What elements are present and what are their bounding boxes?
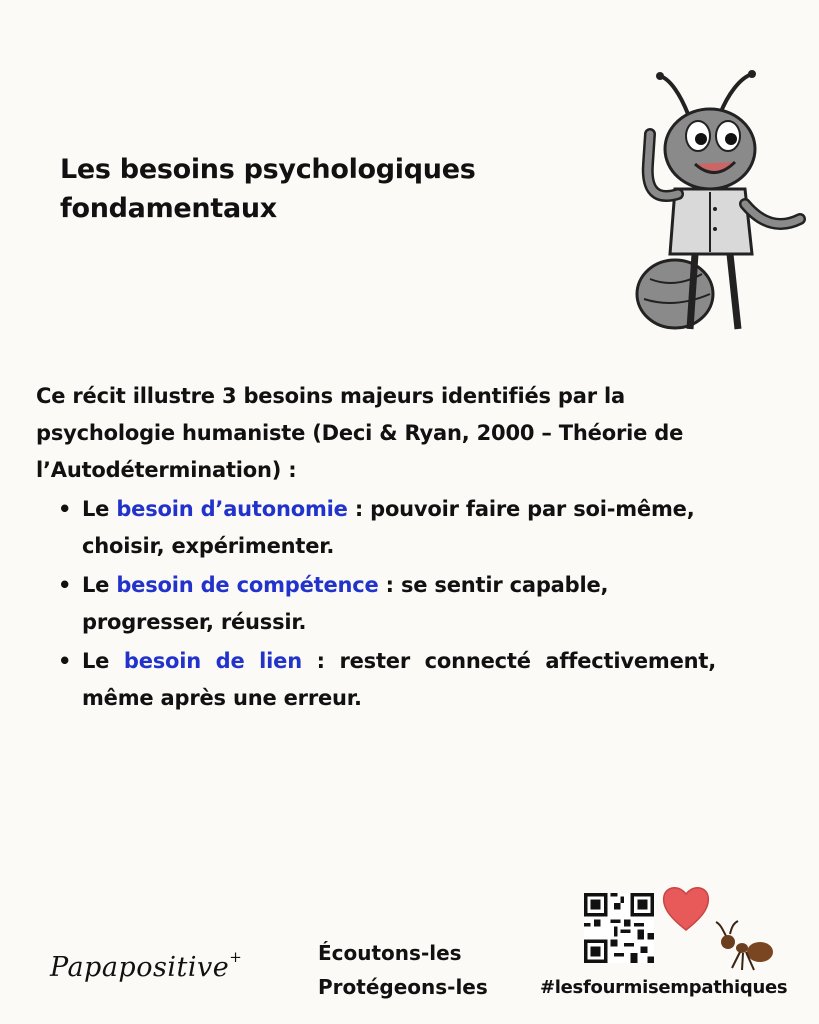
bullet: • [58, 649, 72, 673]
list-item-competence: • Le besoin de compétence : se sentir capable, progresser, réussir. [82, 567, 716, 641]
ant-character-icon [620, 64, 810, 334]
list-item-lien: • Le besoin de lien : rester connecté affectivement, même après une erreur. [82, 643, 716, 717]
brand-logo: Papapositive+ [50, 948, 243, 983]
slogan-line-2: Protégeons-les [318, 975, 488, 999]
slogan [318, 936, 488, 1004]
page-title: Les besoins psychologiques fondamentaux [60, 154, 476, 224]
hashtag: #lesfourmisempathiques [540, 977, 788, 998]
highlight-lien: besoin de lien [123, 649, 302, 673]
ant-icon [712, 918, 776, 974]
bullet: • [58, 573, 72, 597]
slogan-line-1: Écoutons-les [318, 941, 462, 965]
needs-list [36, 491, 716, 717]
heart-icon [660, 884, 712, 932]
bullet: • [58, 497, 72, 521]
qr-code-icon[interactable] [584, 893, 654, 963]
list-item-autonomie: • Le besoin d’autonomie : pouvoir faire par soi-même, choisir, expérimenter. [82, 491, 716, 565]
highlight-autonomie: besoin d’autonomie [116, 497, 348, 521]
intro-paragraph: Ce récit illustre 3 besoins majeurs identifiés par la psychologie humaniste (Deci & Ryan, 2000 – Théorie de l’Autodétermination) : [36, 384, 684, 482]
main-content [36, 378, 716, 719]
highlight-competence: besoin de compétence [116, 573, 379, 597]
